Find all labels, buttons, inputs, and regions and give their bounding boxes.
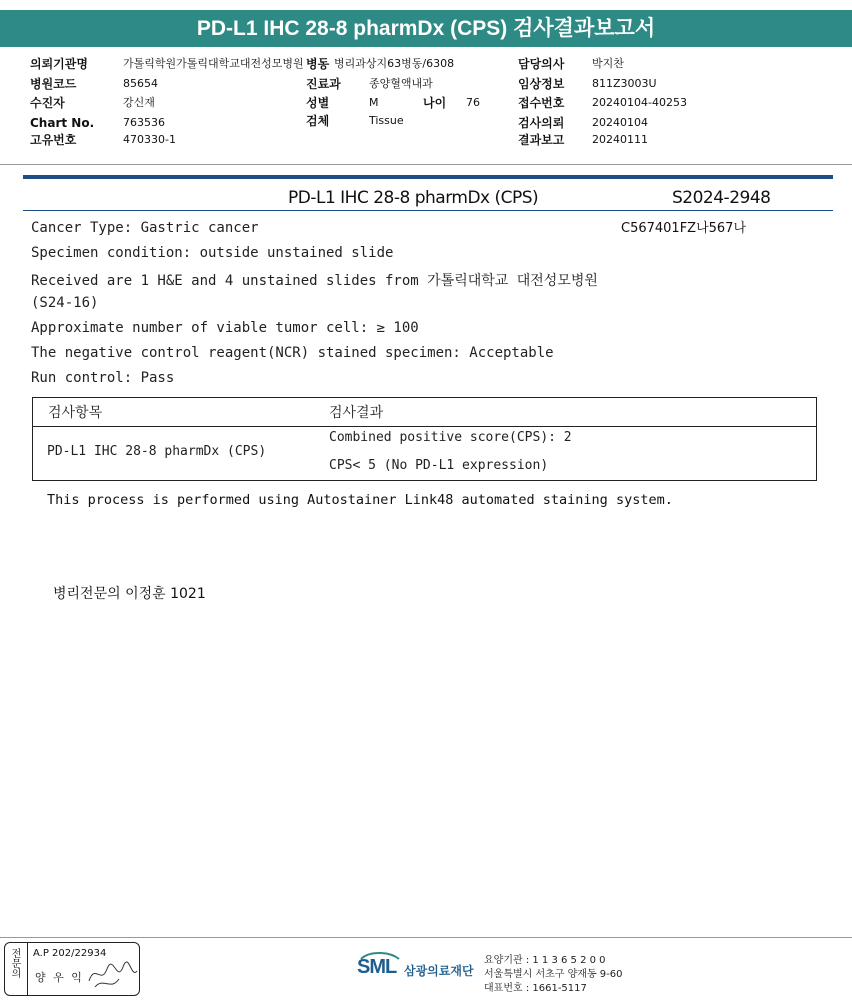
cancer-type-line: Cancer Type: Gastric cancer (31, 220, 259, 236)
signature-scribble (85, 957, 139, 993)
report-subcode: C567401FZ나567나 (621, 221, 747, 236)
tumor-cell-line: Approximate number of viable tumor cell: ≥ 100 (31, 320, 419, 336)
ncr-line: The negative control reagent(NCR) stained specimen: Acceptable (31, 345, 554, 361)
report-title: PD-L1 IHC 28-8 pharmDx (CPS) (288, 188, 539, 208)
receipt-label: 접수번호 (518, 96, 565, 110)
chart-label: Chart No. (30, 116, 95, 130)
table-result-cps: Combined positive score(CPS): 2 (329, 430, 572, 445)
hospital-code-value: 85654 (123, 77, 158, 90)
staining-note: This process is performed using Autostainer Link48 automated staining system. (47, 492, 673, 508)
case-ref-line: (S24-16) (31, 295, 99, 311)
table-col-item: 검사항목 (48, 405, 103, 421)
org-code: 요양기관 : 1 1 3 6 5 2 0 0 (484, 955, 606, 966)
stamp-name: 양 우 익 (35, 971, 84, 984)
hospital-code-label: 병원코드 (30, 77, 77, 91)
org-phone: 대표번호 : 1661-5117 (484, 983, 587, 994)
id-label: 고유번호 (30, 133, 77, 147)
dept-value: 종양혈액내과 (369, 77, 433, 90)
report-title-bar: PD-L1 IHC 28-8 pharmDx (CPS) 검사결과보고서 (0, 10, 852, 47)
clinical-label: 임상정보 (518, 77, 565, 91)
specimen-condition-line: Specimen condition: outside unstained slide (31, 245, 394, 261)
result-date-label: 결과보고 (518, 133, 565, 147)
result-table-header (33, 398, 816, 427)
specimen-label: 검체 (306, 114, 330, 128)
institution-value: 가톨릭학원가톨릭대학교대전성모병원 (123, 57, 304, 70)
age-label: 나이 (423, 96, 447, 110)
dept-label: 진료과 (306, 77, 341, 91)
report-top-rule (23, 175, 833, 179)
org-address: 서울특별시 서초구 양재동 9-60 (484, 969, 623, 980)
header-divider (0, 164, 852, 165)
ward-value: 병리과상지63병동/6308 (334, 57, 455, 70)
report-title-rule (23, 210, 833, 211)
report-number: S2024-2948 (672, 188, 771, 208)
table-result-interp: CPS< 5 (No PD-L1 expression) (329, 458, 549, 473)
run-control-line: Run control: Pass (31, 370, 175, 386)
sex-label: 성별 (306, 96, 330, 110)
ward-label: 병동 (306, 57, 330, 71)
result-table (32, 397, 817, 481)
receipt-value: 20240104-40253 (592, 96, 687, 109)
table-item-cell: PD-L1 IHC 28-8 pharmDx (CPS) (47, 444, 267, 459)
id-value: 470330-1 (123, 133, 176, 146)
patient-value: 강신재 (123, 96, 155, 109)
table-col-result: 검사결과 (329, 405, 384, 421)
request-label: 검사의뢰 (518, 116, 565, 130)
request-value: 20240104 (592, 116, 648, 129)
result-date-value: 20240111 (592, 133, 648, 146)
pathologist-stamp (4, 942, 140, 996)
institution-label: 의뢰기관명 (30, 57, 88, 71)
stamp-ap: A.P 202/22934 (33, 948, 107, 959)
doctor-value: 박지찬 (592, 57, 624, 70)
logo-sml: SML (357, 956, 397, 978)
doctor-label: 담당의사 (518, 57, 565, 71)
age-value: 76 (466, 96, 480, 109)
footer-divider (0, 937, 852, 938)
sex-value: M (369, 96, 379, 109)
received-line: Received are 1 H&E and 4 unstained slides from 가톨릭대학교 대전성모병원 (31, 273, 598, 289)
stamp-side (5, 943, 28, 995)
clinical-value: 811Z3003U (592, 77, 657, 90)
chart-value: 763536 (123, 116, 165, 129)
patient-label: 수진자 (30, 96, 65, 110)
stamp-side-text: 전문의 (9, 948, 20, 978)
logo-name: 삼광의료재단 (404, 964, 474, 978)
pathologist-signature: 병리전문의 이정훈 1021 (53, 586, 206, 602)
specimen-value: Tissue (369, 114, 404, 127)
